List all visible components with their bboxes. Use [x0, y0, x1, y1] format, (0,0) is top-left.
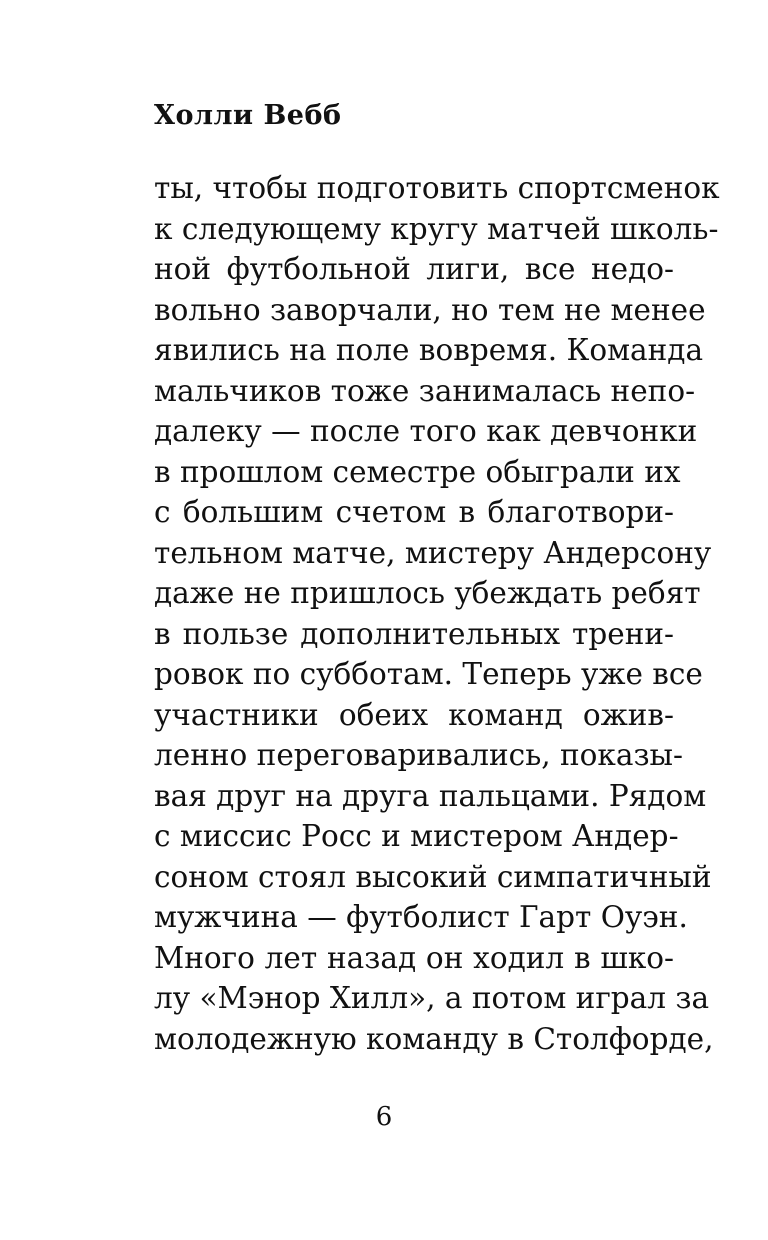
text-line: мужчина — футболист Гарт Оуэн. — [154, 900, 688, 934]
text-line: молодежную команду в Столфорде, — [154, 1021, 714, 1056]
text-line: вольно заворчали, но тем не менее — [154, 292, 706, 327]
text-line: ленно переговаривались, показы- — [154, 738, 683, 772]
text-line: Много лет назад он ходил в шко- — [154, 940, 674, 975]
text-line: ты, чтобы подготовить спортсменок — [154, 171, 720, 205]
text-line: к следующему кругу матчей школь- — [154, 211, 719, 246]
text-line: лу «Мэнор Хилл», а потом играл за — [154, 981, 710, 1015]
running-header: Холли Вебб — [154, 100, 342, 131]
text-line: ной футбольной лиги, все недо- — [154, 252, 674, 286]
page-number: 6 — [375, 1102, 393, 1132]
text-line: соном стоял высокий симпатичный — [154, 859, 712, 894]
text-line: вая друг на друга пальцами. Рядом — [154, 778, 707, 813]
text-line: явились на поле вовремя. Команда — [154, 333, 704, 367]
text-line: участники обеих команд ожив- — [154, 697, 674, 732]
text-line: в прошлом семестре обыграли их — [154, 454, 681, 489]
text-line: далеку — после того как девчонки — [154, 414, 698, 448]
text-line: с большим счетом в благотвори- — [154, 495, 674, 529]
text-line: ровок по субботам. Теперь уже все — [154, 657, 703, 691]
text-line: в пользе дополнительных трени- — [154, 616, 674, 651]
text-line: мальчиков тоже занималась непо- — [154, 373, 696, 408]
text-line: с миссис Росс и мистером Андер- — [154, 819, 679, 853]
text-line: тельном матче, мистеру Андерсону — [154, 535, 712, 570]
text-line: даже не пришлось убеждать ребят — [154, 576, 701, 610]
body-text — [154, 168, 720, 1059]
